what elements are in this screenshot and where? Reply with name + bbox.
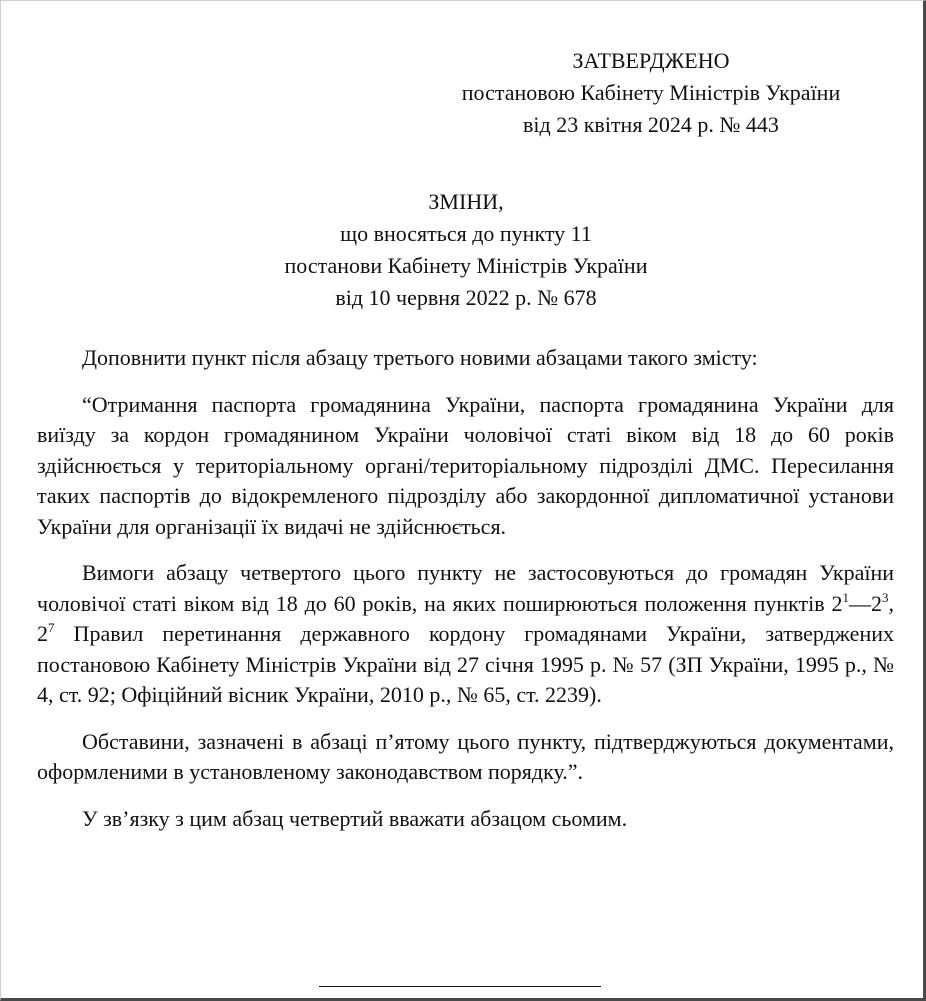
paragraph-1 [37, 343, 894, 374]
paragraph-3-text-b: Правил перетинання державного кордону громадянами України, затверджених постановою Кабінету Міністрів України від 27 січня 1995 р. № 57 (ЗП України, 1995 р., № 4, ст. 92; Офіційний вісник України, 2010 р., № 65, ст. 2239). [37, 621, 894, 707]
paragraph-2 [37, 390, 894, 543]
paragraph-3 [37, 558, 894, 711]
paragraph-5 [37, 804, 894, 835]
superscript-3: 3 [882, 589, 889, 605]
paragraph-3-comma: , 2 [37, 590, 894, 646]
closing-divider-line [319, 986, 601, 987]
approval-stamp [391, 45, 911, 141]
paragraph-3-dash: —2 [849, 590, 882, 616]
approval-heading: ЗАТВЕРДЖЕНО [572, 48, 730, 73]
approval-date: від 23 квітня 2024 р. № 443 [523, 112, 779, 137]
paragraph-4-text: Обставини, зазначені в абзаці п’ятому цього пункту, підтверджуються документами, оформленими в установленому законодавством порядку.”. [37, 728, 894, 784]
superscript-1: 1 [842, 589, 849, 605]
document-subtitle-1: що вносяться до пункту 11 [340, 221, 592, 246]
document-title: ЗМІНИ, [428, 189, 504, 214]
paragraph-3-text-a: Вимоги абзацу четвертого цього пункту не застосовуються до громадян України чоловічої статі віком від 18 до 60 років, на яких поширюються положення пунктів 2 [37, 560, 894, 616]
paragraph-5-text: У зв’язку з цим абзац четвертий вважати абзацом сьомим. [82, 805, 628, 831]
document-body [37, 343, 894, 850]
document-title-block [131, 186, 801, 314]
superscript-7: 7 [48, 620, 55, 635]
approval-issuer: постановою Кабінету Міністрів України [461, 80, 841, 105]
document-subtitle-3: від 10 червня 2022 р. № 678 [335, 285, 597, 310]
paragraph-2-text: “Отримання паспорта громадянина України, паспорта громадянина України для виїзду за кордон громадянином України чоловічої статі віком від 18 до 60 років здійснюється у територіальному органі/територіальному підрозділі ДМС. Пересилання таких паспортів до відокремленого підрозділу або закордонної дипломатичної установи України для організації їх видачі не здійснюється. [37, 391, 894, 539]
document-subtitle-2: постанови Кабінету Міністрів України [284, 253, 648, 278]
paragraph-1-text: Доповнити пункт після абзацу третього новими абзацами такого змісту: [82, 345, 758, 370]
paragraph-4 [37, 727, 894, 788]
